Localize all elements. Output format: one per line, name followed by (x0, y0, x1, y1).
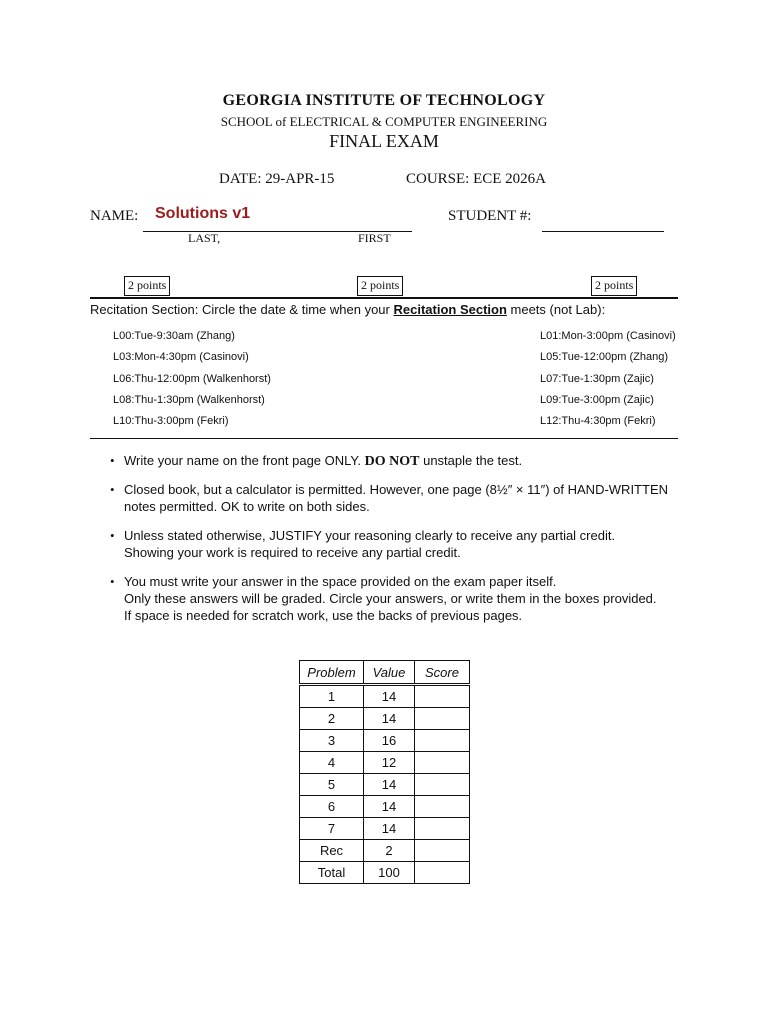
first-name-label: FIRST (358, 231, 391, 245)
table-row (300, 862, 470, 884)
instruction-item (124, 452, 522, 470)
score-cell[interactable] (415, 840, 470, 862)
score-table (299, 660, 470, 884)
column-header: Score (415, 661, 470, 685)
score-cell[interactable] (415, 774, 470, 796)
table-row (300, 840, 470, 862)
exam-title: FINAL EXAM (329, 131, 439, 151)
instruction-line: notes permitted. OK to write on both sides. (124, 499, 370, 514)
section-divider (90, 297, 678, 299)
value-cell: 14 (364, 818, 415, 840)
value-cell: 2 (364, 840, 415, 862)
table-row (300, 752, 470, 774)
recitation-option[interactable]: L12:Thu-4:30pm (Fekri) (540, 415, 656, 427)
problem-cell: 4 (300, 752, 364, 774)
instruction-line: You must write your answer in the space provided on the exam paper itself. (124, 574, 557, 589)
score-cell[interactable] (415, 862, 470, 884)
problem-cell: 5 (300, 774, 364, 796)
score-cell[interactable] (415, 752, 470, 774)
score-cell[interactable] (415, 685, 470, 708)
score-cell[interactable] (415, 730, 470, 752)
recitation-option[interactable]: L07:Tue-1:30pm (Zajic) (540, 373, 654, 385)
table-header-row (300, 661, 470, 685)
instruction-item (124, 527, 615, 561)
instruction-item (124, 481, 668, 515)
recitation-instruction (90, 302, 605, 317)
recitation-option[interactable]: L09:Tue-3:00pm (Zajic) (540, 394, 654, 406)
problem-cell: Rec (300, 840, 364, 862)
last-name-label: LAST, (188, 231, 221, 245)
section-divider (90, 438, 678, 439)
problem-cell: 6 (300, 796, 364, 818)
recitation-emphasis: Recitation Section (393, 302, 507, 317)
problem-cell: 3 (300, 730, 364, 752)
column-header: Problem (300, 661, 364, 685)
recitation-option[interactable]: L08:Thu-1:30pm (Walkenhorst) (113, 394, 265, 406)
instruction-emphasis: DO NOT (364, 454, 420, 469)
course-code: COURSE: ECE 2026A (406, 171, 547, 187)
name-field-value[interactable]: Solutions v1 (155, 205, 251, 222)
table-row (300, 685, 470, 708)
table-row (300, 796, 470, 818)
student-id-label: STUDENT #: (448, 208, 532, 224)
value-cell: 100 (364, 862, 415, 884)
value-cell: 14 (364, 796, 415, 818)
problem-cell: 2 (300, 708, 364, 730)
bullet-icon: • (110, 482, 115, 497)
points-box: 2 points (124, 276, 170, 296)
value-cell: 14 (364, 685, 415, 708)
institution-title: GEORGIA INSTITUTE OF TECHNOLOGY (222, 92, 546, 109)
name-label: NAME: (90, 208, 139, 224)
problem-cell: 7 (300, 818, 364, 840)
value-cell: 14 (364, 774, 415, 796)
score-cell[interactable] (415, 818, 470, 840)
instruction-line: If space is needed for scratch work, use the backs of previous pages. (124, 608, 523, 623)
instruction-text: Write your name on the front page ONLY. (124, 453, 365, 468)
recitation-option[interactable]: L05:Tue-12:00pm (Zhang) (540, 351, 668, 363)
table-row (300, 708, 470, 730)
bullet-icon: • (110, 574, 115, 589)
instruction-line: Closed book, but a calculator is permitted. However, one page (8½″ × 11″) of HAND-WRITTEN (124, 482, 669, 497)
points-box: 2 points (357, 276, 403, 296)
problem-cell: Total (300, 862, 364, 884)
school-name: SCHOOL of ELECTRICAL & COMPUTER ENGINEERING (220, 114, 548, 129)
recitation-option[interactable]: L03:Mon-4:30pm (Casinovi) (113, 351, 249, 363)
recitation-prefix: Recitation Section: Circle the date & time when your (90, 302, 394, 317)
table-row (300, 774, 470, 796)
recitation-option[interactable]: L10:Thu-3:00pm (Fekri) (113, 415, 229, 427)
column-header: Value (364, 661, 415, 685)
score-cell[interactable] (415, 796, 470, 818)
recitation-suffix: meets (not Lab): (506, 302, 606, 317)
instruction-text: unstaple the test. (419, 453, 523, 468)
instruction-line: Only these answers will be graded. Circle your answers, or write them in the boxes provided. (124, 591, 657, 606)
table-row (300, 730, 470, 752)
recitation-option[interactable]: L06:Thu-12:00pm (Walkenhorst) (113, 373, 271, 385)
bullet-icon: • (110, 528, 115, 543)
table-row (300, 818, 470, 840)
problem-cell: 1 (300, 685, 364, 708)
instruction-line: Unless stated otherwise, JUSTIFY your reasoning clearly to receive any partial credit. (124, 528, 616, 543)
recitation-option[interactable]: L00:Tue-9:30am (Zhang) (113, 330, 235, 342)
value-cell: 16 (364, 730, 415, 752)
instruction-item (124, 573, 657, 624)
recitation-option[interactable]: L01:Mon-3:00pm (Casinovi) (540, 330, 676, 342)
score-cell[interactable] (415, 708, 470, 730)
student-id-field[interactable] (542, 231, 664, 232)
instruction-line: Showing your work is required to receive any partial credit. (124, 545, 461, 560)
bullet-icon: • (110, 453, 115, 468)
value-cell: 12 (364, 752, 415, 774)
value-cell: 14 (364, 708, 415, 730)
exam-date: DATE: 29-APR-15 (219, 171, 335, 187)
points-box: 2 points (591, 276, 637, 296)
